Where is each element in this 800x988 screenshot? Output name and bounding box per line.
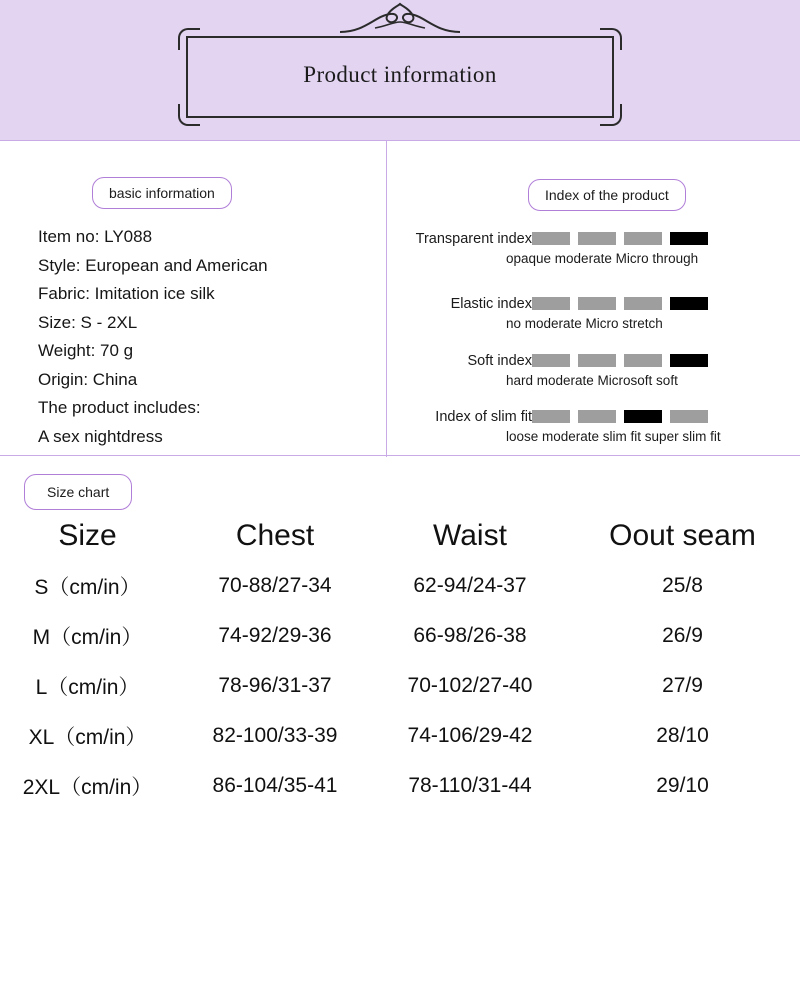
index-bar [624, 232, 662, 245]
cell-size: 2XL（cm/in） [22, 776, 153, 799]
index-bar-active [670, 232, 708, 245]
index-label: Transparent index [415, 231, 532, 247]
cell-size: L（cm/in） [35, 676, 140, 699]
cell-waist: 66-98/26-38 [413, 624, 527, 647]
cell-chest: 78-96/31-37 [218, 674, 332, 697]
frame-corner-bottom-right [600, 104, 622, 126]
column-header-size: Size [58, 519, 117, 552]
frame-corner-top-left [178, 28, 200, 50]
list-item: Fabric: Imitation ice silk [38, 284, 215, 303]
index-bar [578, 297, 616, 310]
index-row-soft [386, 353, 800, 411]
cell-size: S（cm/in） [34, 576, 141, 599]
info-columns [0, 140, 800, 456]
product-index-tag: Index of the product [528, 179, 686, 211]
index-label: Soft index [467, 353, 532, 369]
column-header-chest: Chest [235, 519, 315, 552]
index-bar [532, 232, 570, 245]
index-scale-labels: hard moderate Microsoft soft [506, 373, 678, 388]
index-bars [532, 410, 708, 423]
size-chart-section [0, 456, 800, 986]
index-label: Index of slim fit [435, 409, 532, 425]
banner-frame [186, 36, 614, 118]
cell-chest: 74-92/29-36 [218, 624, 332, 647]
index-bars [532, 232, 708, 245]
index-bar [532, 410, 570, 423]
list-item: Origin: China [38, 369, 138, 389]
cell-out-seam: 28/10 [656, 724, 709, 747]
list-item: Size: S - 2XL [38, 312, 138, 332]
list-item: Weight: 70 g [38, 341, 134, 360]
cell-chest: 82-100/33-39 [212, 724, 338, 747]
cell-out-seam: 26/9 [662, 624, 703, 647]
page-title: Product information [303, 62, 497, 87]
cell-waist: 70-102/27-40 [407, 674, 533, 697]
cell-chest: 70-88/27-34 [218, 574, 332, 597]
list-item: Item no: LY088 [38, 227, 153, 246]
table-row [0, 711, 800, 761]
table-row [0, 661, 800, 711]
index-bar-active [624, 410, 662, 423]
column-header-out-seam: Oout seam [609, 519, 756, 552]
frame-corner-bottom-left [178, 104, 200, 126]
index-row-elastic [386, 296, 800, 354]
cell-chest: 86-104/35-41 [212, 774, 338, 797]
index-row-transparent [386, 231, 800, 289]
list-item: Style: European and American [38, 255, 268, 275]
list-item: The product includes: [38, 398, 201, 417]
index-scale-labels: no moderate Micro stretch [506, 316, 663, 331]
size-chart-tag-wrap [24, 474, 132, 510]
index-label: Elastic index [450, 296, 532, 312]
cell-waist: 74-106/29-42 [407, 724, 533, 747]
cell-out-seam: 25/8 [662, 574, 703, 597]
index-bar [624, 297, 662, 310]
index-bar [578, 410, 616, 423]
table-row [0, 611, 800, 661]
list-item: A sex nightdress [38, 426, 163, 446]
banner [0, 0, 800, 140]
index-bar [624, 354, 662, 367]
index-scale-labels: loose moderate slim fit super slim fit [506, 429, 721, 444]
table-row [0, 761, 800, 811]
basic-information-tag-wrap [92, 177, 232, 209]
cell-waist: 62-94/24-37 [413, 574, 527, 597]
size-table [0, 518, 800, 811]
cell-waist: 78-110/31-44 [408, 774, 532, 797]
index-bars [532, 354, 708, 367]
index-bar [670, 410, 708, 423]
frame-corner-top-right [600, 28, 622, 50]
basic-information-list [38, 223, 268, 451]
table-row [0, 561, 800, 611]
basic-information-tag: basic information [92, 177, 232, 209]
product-index-tag-wrap [528, 179, 686, 211]
cell-size: XL（cm/in） [28, 726, 147, 749]
index-scale-labels: opaque moderate Micro through [506, 251, 699, 266]
index-bar [578, 354, 616, 367]
table-header-row [0, 518, 800, 561]
index-bar [578, 232, 616, 245]
index-bar-active [670, 297, 708, 310]
index-bar-active [670, 354, 708, 367]
size-chart-tag: Size chart [24, 474, 132, 510]
cell-out-seam: 27/9 [662, 674, 703, 697]
cell-out-seam: 29/10 [656, 774, 709, 797]
column-header-waist: Waist [433, 519, 507, 552]
index-bars [532, 297, 708, 310]
cell-size: M（cm/in） [32, 626, 143, 649]
index-bar [532, 354, 570, 367]
index-bar [532, 297, 570, 310]
ornament-icon [335, 2, 465, 36]
